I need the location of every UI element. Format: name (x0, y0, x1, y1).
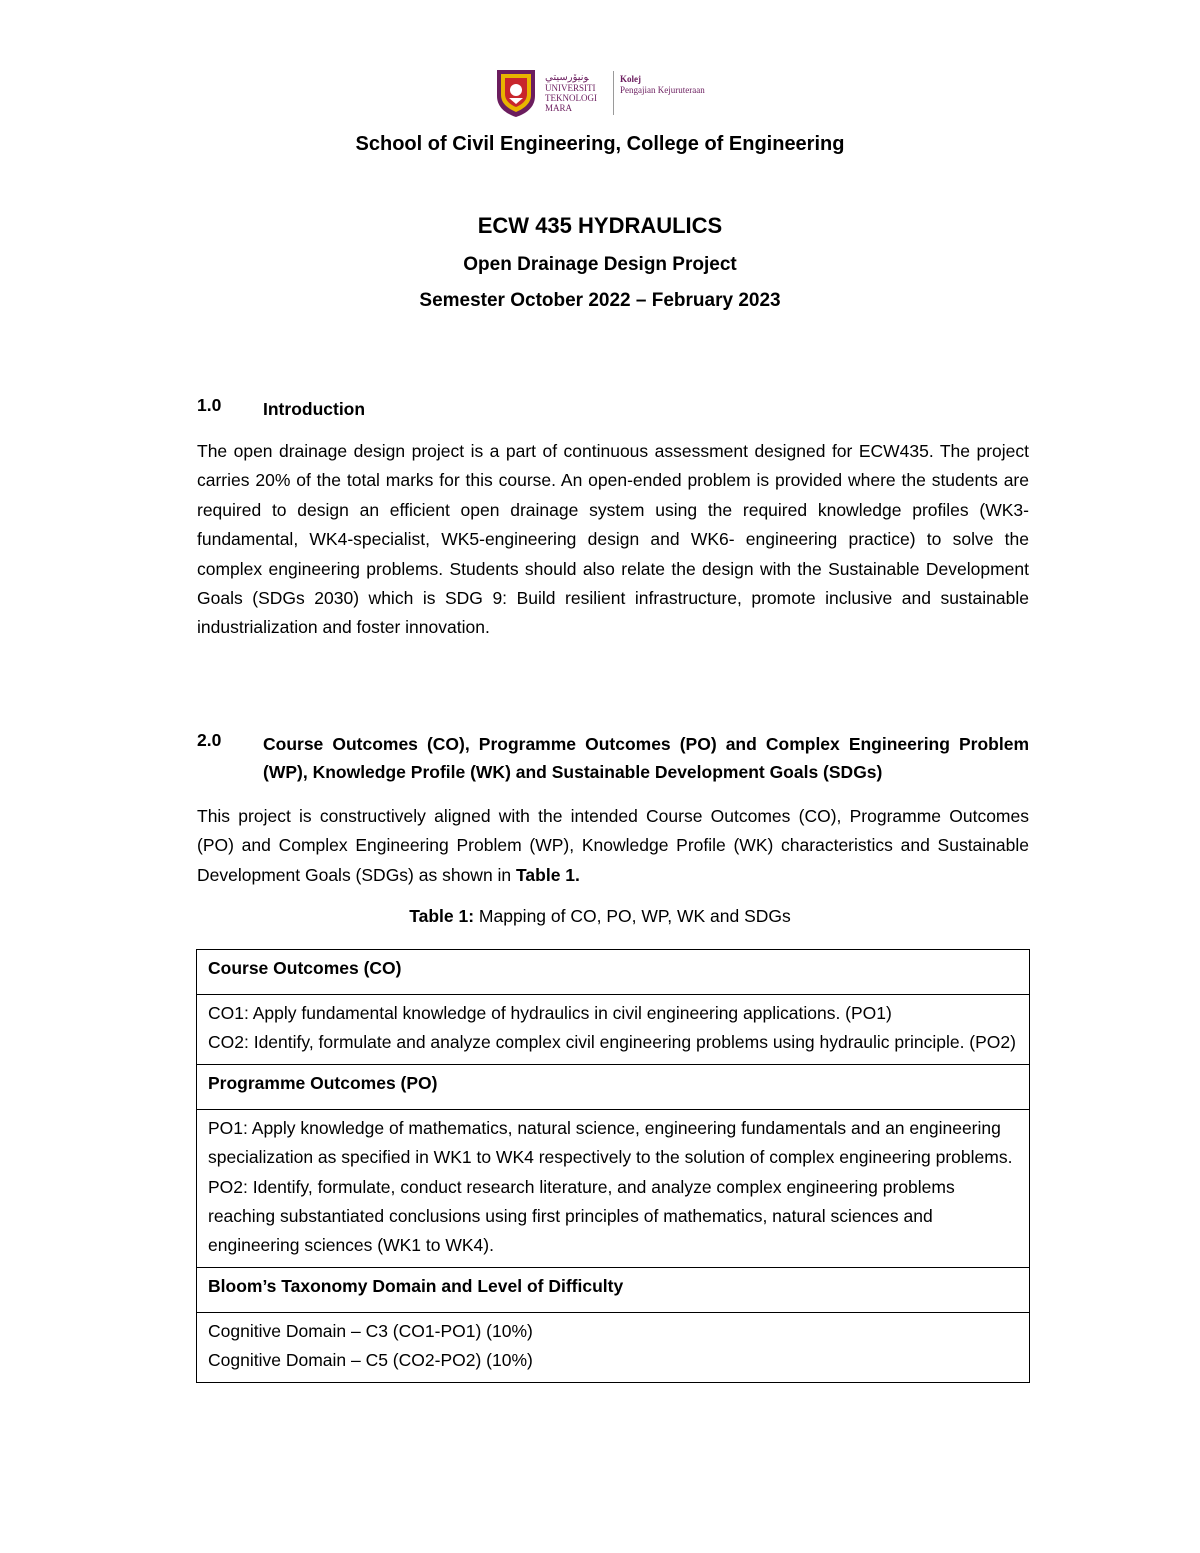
section-2-heading (197, 730, 1029, 786)
co1-text: CO1: Apply fundamental knowledge of hydraulics in civil engineering applications. (PO1) (208, 1003, 892, 1023)
project-title: Open Drainage Design Project (463, 254, 737, 275)
course-outcomes-cell (197, 995, 1030, 1065)
university-name-line-1: UNIVERSITI (545, 83, 596, 93)
mapping-table (196, 949, 1030, 1383)
table-reference-period: . (575, 864, 580, 885)
uitm-logo (483, 66, 743, 120)
introduction-paragraph: The open drainage design project is a part of continuous assessment designed for ECW435. The project carries 20% of the total marks for this course. An open-ended problem is provided where the students are required to design an efficient open drainage system using the required knowledge profiles (WK3-fundamental, WK4-specialist, WK5-engineering design and WK6- engineering practice) to solve the complex engineering problems. Students should also relate the design with the Sustainable Development Goals (SDGs 2030) which is SDG 9: Build resilient infrastructure, promote inclusive and sustainable industrialization and foster innovation. (197, 441, 1029, 638)
cognitive-c5-text: Cognitive Domain – C5 (CO2-PO2) (10%) (208, 1350, 533, 1371)
table-row (197, 995, 1030, 1065)
table-row (197, 1109, 1030, 1267)
semester-title: Semester October 2022 – February 2023 (419, 290, 781, 311)
co2-text: CO2: Identify, formulate and analyze complex civil engineering problems using hydraulic principle. (PO2) (208, 1032, 1016, 1053)
college-name: Pengajian Kejuruteraan (620, 85, 705, 95)
college-wordmark (620, 74, 705, 96)
table-caption (0, 906, 1200, 927)
table-row (197, 1064, 1030, 1109)
table-row (197, 1312, 1030, 1382)
section-1-title: Introduction (263, 399, 366, 419)
university-name-line-3: MARA (545, 103, 573, 113)
university-name-line-2: TEKNOLOGI (545, 93, 597, 103)
table-reference: Table 1 (516, 864, 576, 885)
table-row (197, 950, 1030, 995)
table-caption-text: Mapping of CO, PO, WP, WK and SDGs (474, 906, 791, 926)
logo-divider (613, 71, 614, 115)
section-2-number: 2.0 (197, 730, 222, 750)
programme-outcomes-header: Programme Outcomes (PO) (197, 1064, 1030, 1109)
programme-outcomes-cell (197, 1109, 1030, 1267)
alignment-paragraph (197, 802, 1029, 890)
po2-text: PO2: Identify, formulate, conduct research literature, and analyze complex engineering problems reaching substantiated conclusions using first principles of mathematics, natural sciences and engineering sciences (WK1 to WK4). (208, 1176, 955, 1256)
blooms-taxonomy-cell (197, 1312, 1030, 1382)
po1-text: PO1: Apply knowledge of mathematics, natural science, engineering fundamentals and an engineering specialization as specified in WK1 to WK4 respectively to the solution of complex engineering problems. (208, 1117, 1013, 1168)
university-arabic-name: ﻮﻧﻴﯚﺭﺳﻴﺘﻲ (545, 72, 589, 83)
table-row (197, 1267, 1030, 1312)
section-1-heading (197, 395, 1029, 423)
cognitive-c3-text: Cognitive Domain – C3 (CO1-PO1) (10%) (208, 1320, 533, 1341)
course-outcomes-header: Course Outcomes (CO) (197, 950, 1030, 995)
college-label: Kolej (620, 74, 641, 84)
course-title: ECW 435 HYDRAULICS (477, 213, 723, 238)
section-1-number: 1.0 (197, 395, 222, 415)
table-caption-label: Table 1: (409, 906, 475, 926)
university-wordmark (545, 73, 611, 113)
university-crest-icon (493, 68, 539, 118)
alignment-paragraph-text: This project is constructively aligned with the intended Course Outcomes (CO), Programme Outcomes (PO) and Complex Engineering Problem (WP), Knowledge Profile (WK) characteristics and Sustainable Development Goals (SDGs) as shown in (197, 806, 1029, 885)
school-title: School of Civil Engineering, College of Engineering (355, 133, 845, 155)
section-2-title: Course Outcomes (CO), Programme Outcomes (PO) and Complex Engineering Problem (WP), Knowledge Profile (WK) and Sustainable Development Goals (SDGs) (263, 734, 1029, 782)
blooms-taxonomy-header: Bloom’s Taxonomy Domain and Level of Difficulty (197, 1267, 1030, 1312)
